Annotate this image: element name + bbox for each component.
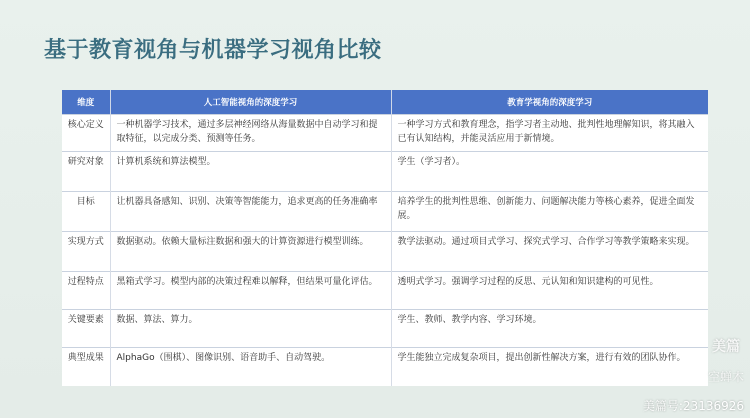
row-ai-cell: AlphaGo（围棋）、图像识别、语音助手、自动驾驶。 (110, 348, 391, 386)
row-dimension: 实现方式 (62, 232, 110, 272)
row-ai-cell: 让机器具备感知、识别、决策等智能能力，追求更高的任务准确率 (110, 192, 391, 232)
row-edu-cell: 教学法驱动。通过项目式学习、探究式学习、合作学习等教学策略来实现。 (391, 232, 708, 272)
row-dimension: 关键要素 (62, 310, 110, 348)
comparison-table (62, 90, 708, 386)
header-edu: 教育学视角的深度学习 (391, 90, 708, 115)
slide-title: 基于教育视角与机器学习视角比较 (44, 38, 382, 63)
row-edu-cell: 培养学生的批判性思维、创新能力、问题解决能力等核心素养，促进全面发展。 (391, 192, 708, 232)
watermark-id: 美篇号:23136926 (642, 399, 744, 413)
table-row (62, 310, 708, 348)
table-row (62, 192, 708, 232)
row-dimension: 研究对象 (62, 152, 110, 192)
watermark-brand: 美篇 (712, 339, 740, 355)
watermark-author: 空蝉木 (707, 370, 744, 384)
row-edu-cell: 学生能独立完成复杂项目，提出创新性解决方案，进行有效的团队协作。 (391, 348, 708, 386)
header-dimension: 维度 (62, 90, 110, 115)
row-edu-cell: 学生、教师、教学内容、学习环境。 (391, 310, 708, 348)
row-dimension: 典型成果 (62, 348, 110, 386)
row-dimension: 过程特点 (62, 272, 110, 310)
row-ai-cell: 黑箱式学习。模型内部的决策过程难以解释，但结果可量化评估。 (110, 272, 391, 310)
table-row (62, 348, 708, 386)
table-row (62, 232, 708, 272)
table-row (62, 152, 708, 192)
row-edu-cell: 一种学习方式和教育理念，指学习者主动地、批判性地理解知识，将其融入已有认知结构，并能灵活应用于新情境。 (391, 115, 708, 152)
row-ai-cell: 一种机器学习技术，通过多层神经网络从海量数据中自动学习和提取特征，以完成分类、预测等任务。 (110, 115, 391, 152)
row-edu-cell: 透明式学习。强调学习过程的反思、元认知和知识建构的可见性。 (391, 272, 708, 310)
row-ai-cell: 数据驱动。依赖大量标注数据和强大的计算资源进行模型训练。 (110, 232, 391, 272)
table-row (62, 115, 708, 152)
row-dimension: 核心定义 (62, 115, 110, 152)
row-ai-cell: 计算机系统和算法模型。 (110, 152, 391, 192)
table-header-row (62, 90, 708, 115)
row-dimension: 目标 (62, 192, 110, 232)
header-ai: 人工智能视角的深度学习 (110, 90, 391, 115)
row-ai-cell: 数据、算法、算力。 (110, 310, 391, 348)
row-edu-cell: 学生（学习者）。 (391, 152, 708, 192)
table-row (62, 272, 708, 310)
